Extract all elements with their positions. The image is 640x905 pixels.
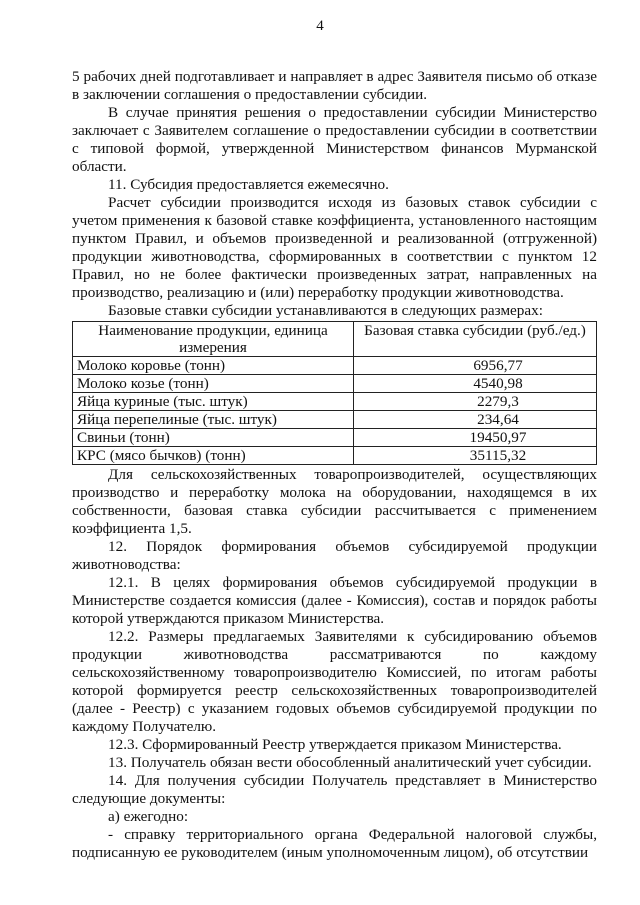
table-row [73,411,597,429]
product-name: Яйца куриные (тыс. штук) [73,393,354,411]
rate-value: 19450,97 [354,429,597,447]
table-row [73,447,597,465]
table-row [73,429,597,447]
product-name: Яйца перепелиные (тыс. штук) [73,411,354,429]
product-name: КРС (мясо бычков) (тонн) [73,447,354,465]
product-name: Молоко коровье (тонн) [73,357,354,375]
table-row [73,393,597,411]
table-header-row [73,322,597,357]
document-body [72,68,597,862]
table-row [73,375,597,393]
table-row [73,357,597,375]
paragraph: Для сельскохозяйственных товаропроизводителей, осуществляющих производство и переработку молока на оборудовании, находящемся в их собственности, базовая ставка субсидии рассчитывается с применением коэффициента 1,5. [72,466,597,537]
product-name: Молоко козье (тонн) [73,375,354,393]
paragraph: Базовые ставки субсидии устанавливаются в следующих размерах: [108,302,543,319]
paragraph: В случае принятия решения о предоставлении субсидии Министерство заключает с Заявителем соглашение о предоставлении субсидии в соответствии с типовой формой, утвержденной Министерством финансов Мурманской области. [72,104,597,175]
rate-value: 2279,3 [354,393,597,411]
paragraph: 12.2. Размеры предлагаемых Заявителями к субсидированию объемов продукции животноводства рассматриваются по каждому сельскохозяйственному товаропроизводителю Комиссией, по итогам работы которой формируется реестр сельскохозяйственных товаропроизводителей (далее - Реестр) с указанием годовых объемов субсидируемой продукции по каждому Получателю. [72,628,597,735]
rate-value: 234,64 [354,411,597,429]
subsidy-rates-table [72,321,597,465]
product-name: Свиньи (тонн) [73,429,354,447]
rate-value: 6956,77 [354,357,597,375]
header-rate: Базовая ставка субсидии (руб./ед.) [354,322,597,357]
page-number: 4 [316,18,324,34]
rate-value: 35115,32 [354,447,597,465]
paragraph: - справку территориального органа Федеральной налоговой службы, подписанную ее руководителем (иным уполномоченным лицом), об отсутствии [72,826,597,861]
paragraph: 5 рабочих дней подготавливает и направляет в адрес Заявителя письмо об отказе в заключении соглашения о предоставлении субсидии. [72,68,597,103]
paragraph: 12.1. В целях формирования объемов субсидируемой продукции в Министерстве создается комиссия (далее - Комиссия), состав и порядок работы которой утверждаются приказом Министерства. [72,574,597,627]
paragraph: 12.3. Сформированный Реестр утверждается приказом Министерства. [108,736,562,753]
paragraph: 11. Субсидия предоставляется ежемесячно. [108,176,389,193]
paragraph: 13. Получатель обязан вести обособленный аналитический учет субсидии. [108,754,592,771]
paragraph: 14. Для получения субсидии Получатель представляет в Министерство следующие документы: [72,772,597,807]
paragraph: 12. Порядок формирования объемов субсидируемой продукции животноводства: [72,538,597,573]
paragraph: а) ежегодно: [108,808,189,825]
paragraph: Расчет субсидии производится исходя из базовых ставок субсидии с учетом применения к базовой ставке коэффициента, установленного настоящим пунктом Правил, и объемов произведенной и реализованной (отгруженной) продукции животноводства, сформированных в соответствии с пунктом 12 Правил, но не более фактически произведенных затрат, направленных на производство, реализацию и (или) переработку продукции животноводства. [72,194,597,301]
header-product: Наименование продукции, единица измерения [73,322,354,357]
rate-value: 4540,98 [354,375,597,393]
